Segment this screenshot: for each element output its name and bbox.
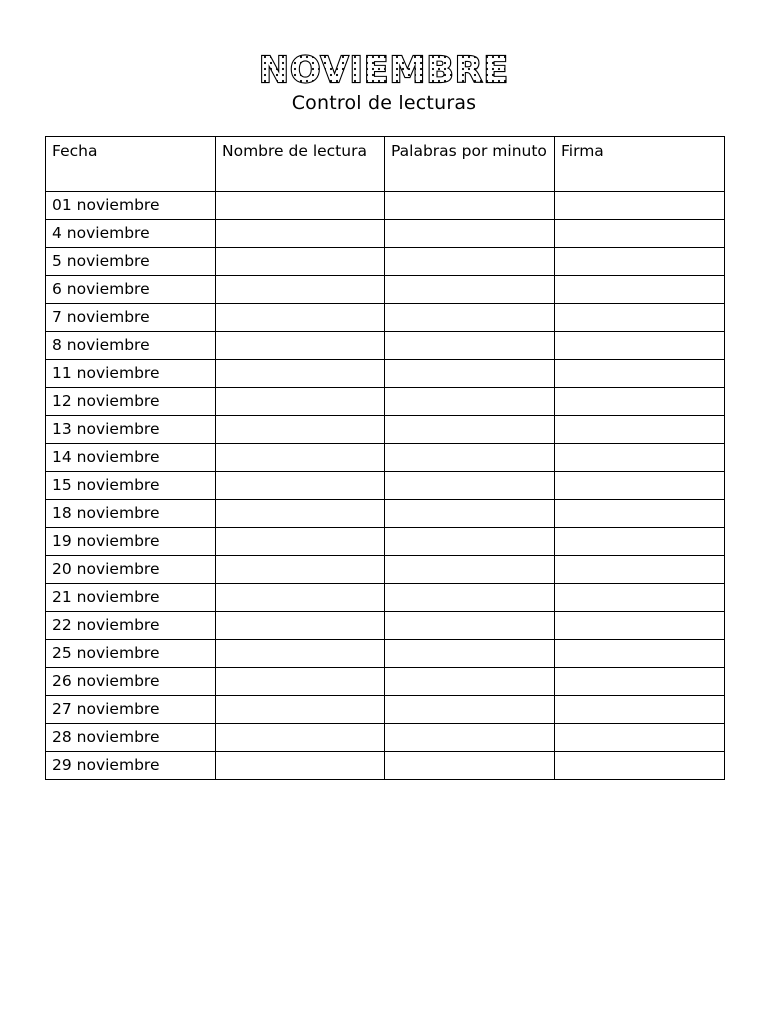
words-per-minute-cell[interactable] <box>385 556 555 584</box>
date-cell: 14 noviembre <box>46 444 216 472</box>
reading-name-cell[interactable] <box>216 640 385 668</box>
date-cell: 6 noviembre <box>46 276 216 304</box>
reading-name-cell[interactable] <box>216 444 385 472</box>
title-text: NOVIEMBRE <box>258 50 510 91</box>
table-row <box>46 444 725 472</box>
reading-name-cell[interactable] <box>216 696 385 724</box>
signature-cell[interactable] <box>555 584 725 612</box>
date-cell: 8 noviembre <box>46 332 216 360</box>
reading-name-cell[interactable] <box>216 612 385 640</box>
date-cell: 26 noviembre <box>46 668 216 696</box>
date-cell: 25 noviembre <box>46 640 216 668</box>
table-row <box>46 528 725 556</box>
table-row <box>46 612 725 640</box>
date-cell: 18 noviembre <box>46 500 216 528</box>
signature-cell[interactable] <box>555 360 725 388</box>
date-cell: 11 noviembre <box>46 360 216 388</box>
words-per-minute-cell[interactable] <box>385 584 555 612</box>
reading-name-cell[interactable] <box>216 752 385 780</box>
table-row <box>46 276 725 304</box>
words-per-minute-cell[interactable] <box>385 276 555 304</box>
table-row <box>46 696 725 724</box>
signature-cell[interactable] <box>555 388 725 416</box>
date-cell: 5 noviembre <box>46 248 216 276</box>
words-per-minute-cell[interactable] <box>385 696 555 724</box>
table-row <box>46 500 725 528</box>
date-cell: 01 noviembre <box>46 192 216 220</box>
words-per-minute-cell[interactable] <box>385 500 555 528</box>
signature-cell[interactable] <box>555 640 725 668</box>
date-cell: 12 noviembre <box>46 388 216 416</box>
date-cell: 15 noviembre <box>46 472 216 500</box>
reading-name-cell[interactable] <box>216 276 385 304</box>
words-per-minute-cell[interactable] <box>385 388 555 416</box>
reading-name-cell[interactable] <box>216 304 385 332</box>
date-cell: 4 noviembre <box>46 220 216 248</box>
signature-cell[interactable] <box>555 500 725 528</box>
table-row <box>46 416 725 444</box>
signature-cell[interactable] <box>555 528 725 556</box>
signature-cell[interactable] <box>555 304 725 332</box>
reading-name-cell[interactable] <box>216 668 385 696</box>
signature-cell[interactable] <box>555 752 725 780</box>
signature-cell[interactable] <box>555 612 725 640</box>
table-row <box>46 304 725 332</box>
table-row <box>46 332 725 360</box>
signature-cell[interactable] <box>555 416 725 444</box>
reading-log-table <box>45 136 725 780</box>
words-per-minute-cell[interactable] <box>385 220 555 248</box>
date-cell: 19 noviembre <box>46 528 216 556</box>
date-cell: 22 noviembre <box>46 612 216 640</box>
reading-name-cell[interactable] <box>216 528 385 556</box>
signature-cell[interactable] <box>555 696 725 724</box>
words-per-minute-cell[interactable] <box>385 612 555 640</box>
reading-name-cell[interactable] <box>216 500 385 528</box>
table-row <box>46 472 725 500</box>
words-per-minute-cell[interactable] <box>385 192 555 220</box>
table-row <box>46 192 725 220</box>
signature-cell[interactable] <box>555 724 725 752</box>
words-per-minute-cell[interactable] <box>385 416 555 444</box>
words-per-minute-cell[interactable] <box>385 668 555 696</box>
words-per-minute-cell[interactable] <box>385 248 555 276</box>
reading-name-cell[interactable] <box>216 388 385 416</box>
words-per-minute-cell[interactable] <box>385 360 555 388</box>
reading-name-cell[interactable] <box>216 248 385 276</box>
signature-cell[interactable] <box>555 332 725 360</box>
reading-name-cell[interactable] <box>216 556 385 584</box>
date-cell: 21 noviembre <box>46 584 216 612</box>
table-row <box>46 640 725 668</box>
column-header-firma: Firma <box>555 137 725 192</box>
reading-name-cell[interactable] <box>216 472 385 500</box>
signature-cell[interactable] <box>555 444 725 472</box>
date-cell: 7 noviembre <box>46 304 216 332</box>
words-per-minute-cell[interactable] <box>385 528 555 556</box>
words-per-minute-cell[interactable] <box>385 752 555 780</box>
signature-cell[interactable] <box>555 668 725 696</box>
table-row <box>46 724 725 752</box>
column-header-fecha: Fecha <box>46 137 216 192</box>
page-title <box>0 48 768 92</box>
reading-name-cell[interactable] <box>216 192 385 220</box>
table-row <box>46 584 725 612</box>
reading-name-cell[interactable] <box>216 416 385 444</box>
column-header-palabras: Palabras por minuto <box>385 137 555 192</box>
table-row <box>46 388 725 416</box>
words-per-minute-cell[interactable] <box>385 444 555 472</box>
words-per-minute-cell[interactable] <box>385 640 555 668</box>
date-cell: 13 noviembre <box>46 416 216 444</box>
date-cell: 29 noviembre <box>46 752 216 780</box>
table-row <box>46 752 725 780</box>
words-per-minute-cell[interactable] <box>385 332 555 360</box>
words-per-minute-cell[interactable] <box>385 304 555 332</box>
reading-name-cell[interactable] <box>216 332 385 360</box>
date-cell: 28 noviembre <box>46 724 216 752</box>
words-per-minute-cell[interactable] <box>385 724 555 752</box>
column-header-nombre: Nombre de lectura <box>216 137 385 192</box>
signature-cell[interactable] <box>555 556 725 584</box>
table-row <box>46 556 725 584</box>
page-subtitle: Control de lecturas <box>291 92 477 114</box>
reading-name-cell[interactable] <box>216 360 385 388</box>
reading-name-cell[interactable] <box>216 724 385 752</box>
signature-cell[interactable] <box>555 276 725 304</box>
table-header-row <box>46 137 725 192</box>
table-row <box>46 360 725 388</box>
date-cell: 27 noviembre <box>46 696 216 724</box>
words-per-minute-cell[interactable] <box>385 472 555 500</box>
signature-cell[interactable] <box>555 192 725 220</box>
reading-name-cell[interactable] <box>216 220 385 248</box>
table-row <box>46 248 725 276</box>
table-row <box>46 668 725 696</box>
title-lettering <box>244 48 524 92</box>
table-row <box>46 220 725 248</box>
signature-cell[interactable] <box>555 248 725 276</box>
signature-cell[interactable] <box>555 220 725 248</box>
date-cell: 20 noviembre <box>46 556 216 584</box>
signature-cell[interactable] <box>555 472 725 500</box>
reading-name-cell[interactable] <box>216 584 385 612</box>
